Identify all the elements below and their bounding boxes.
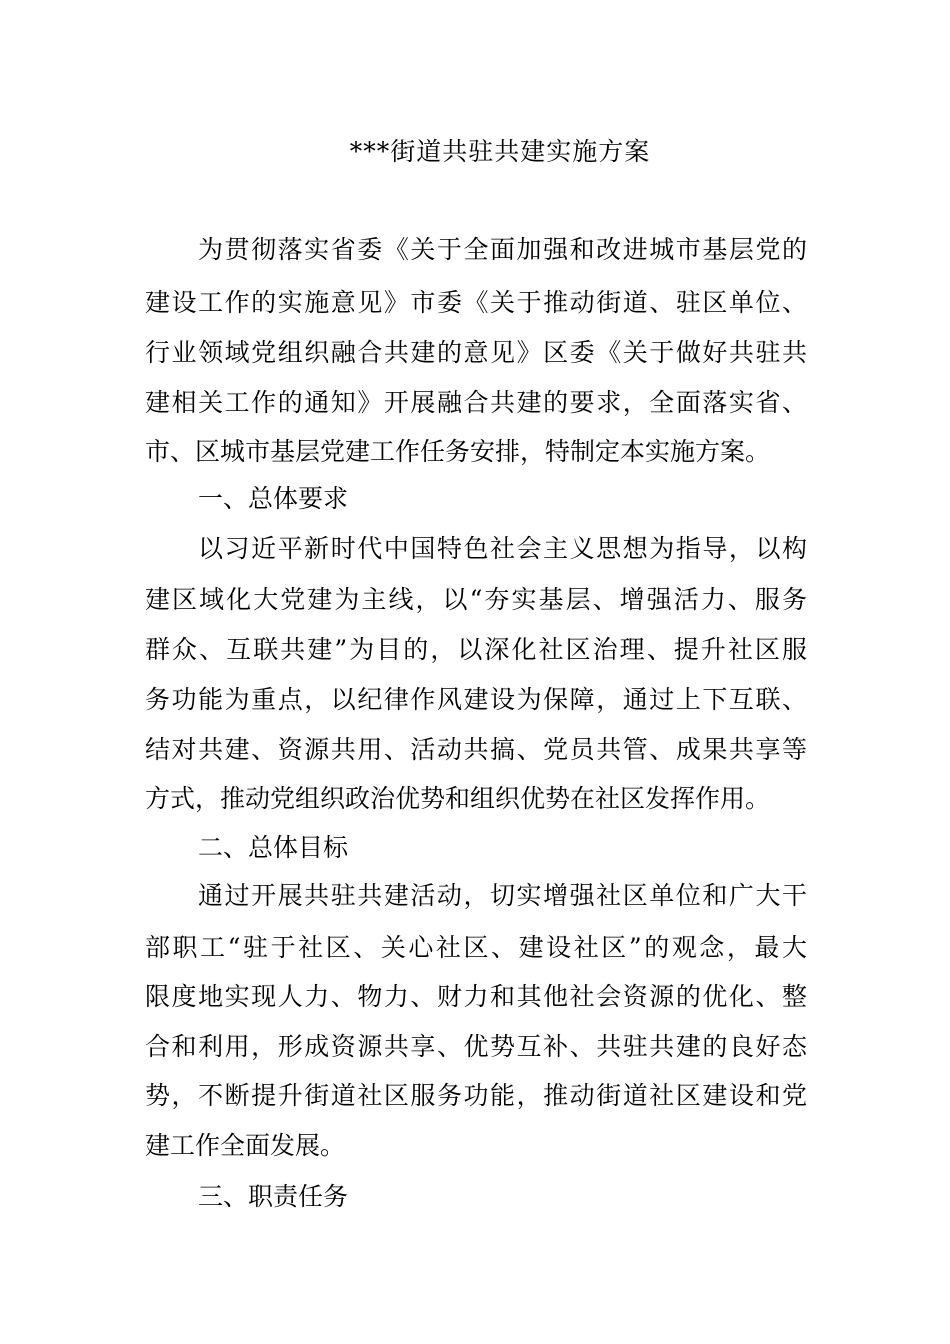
- paragraph-line: 建设工作的实施意见》市委《关于推动街道、驻区单位、: [145, 288, 807, 317]
- paragraph-line: 限度地实现人力、物力、财力和其他社会资源的优化、整: [145, 982, 807, 1011]
- paragraph-line: 行业领域党组织融合共建的意见》区委《关于做好共驻共: [145, 338, 807, 367]
- paragraph-line: 以习近平新时代中国特色社会主义思想为指导，以构: [198, 534, 807, 563]
- paragraph-line: 势，不断提升街道社区服务功能，推动街道社区建设和党: [145, 1081, 807, 1110]
- paragraph-line: 方式，推动党组织政治优势和组织优势在社区发挥作用。: [145, 784, 771, 813]
- document-title: ***街道共驻共建实施方案: [349, 137, 651, 166]
- paragraph-line: 建相关工作的通知》开展融合共建的要求，全面落实省、: [145, 388, 807, 417]
- paragraph-line: 建工作全面发展。: [145, 1131, 346, 1160]
- section-heading: 一、总体要求: [198, 484, 349, 513]
- paragraph-line: 群众、互联共建”为目的，以深化社区治理、提升社区服: [145, 635, 807, 664]
- paragraph-line: 市、区城市基层党建工作任务安排，特制定本实施方案。: [145, 437, 771, 466]
- section-heading: 二、总体目标: [198, 833, 349, 862]
- paragraph-line: 部职工“驻于社区、关心社区、建设社区”的观念，最大: [145, 933, 807, 962]
- paragraph-line: 建区域化大党建为主线，以“夯实基层、增强活力、服务: [145, 585, 807, 614]
- paragraph-line: 务功能为重点，以纪律作风建设为保障，通过上下互联、: [145, 685, 807, 714]
- paragraph-line: 为贯彻落实省委《关于全面加强和改进城市基层党的: [198, 235, 807, 264]
- paragraph-line: 结对共建、资源共用、活动共搞、党员共管、成果共享等: [145, 735, 807, 764]
- paragraph-line: 合和利用，形成资源共享、优势互补、共驻共建的良好态: [145, 1032, 807, 1061]
- paragraph-line: 通过开展共驻共建活动，切实增强社区单位和广大干: [198, 881, 807, 910]
- section-heading: 三、职责任务: [198, 1182, 349, 1211]
